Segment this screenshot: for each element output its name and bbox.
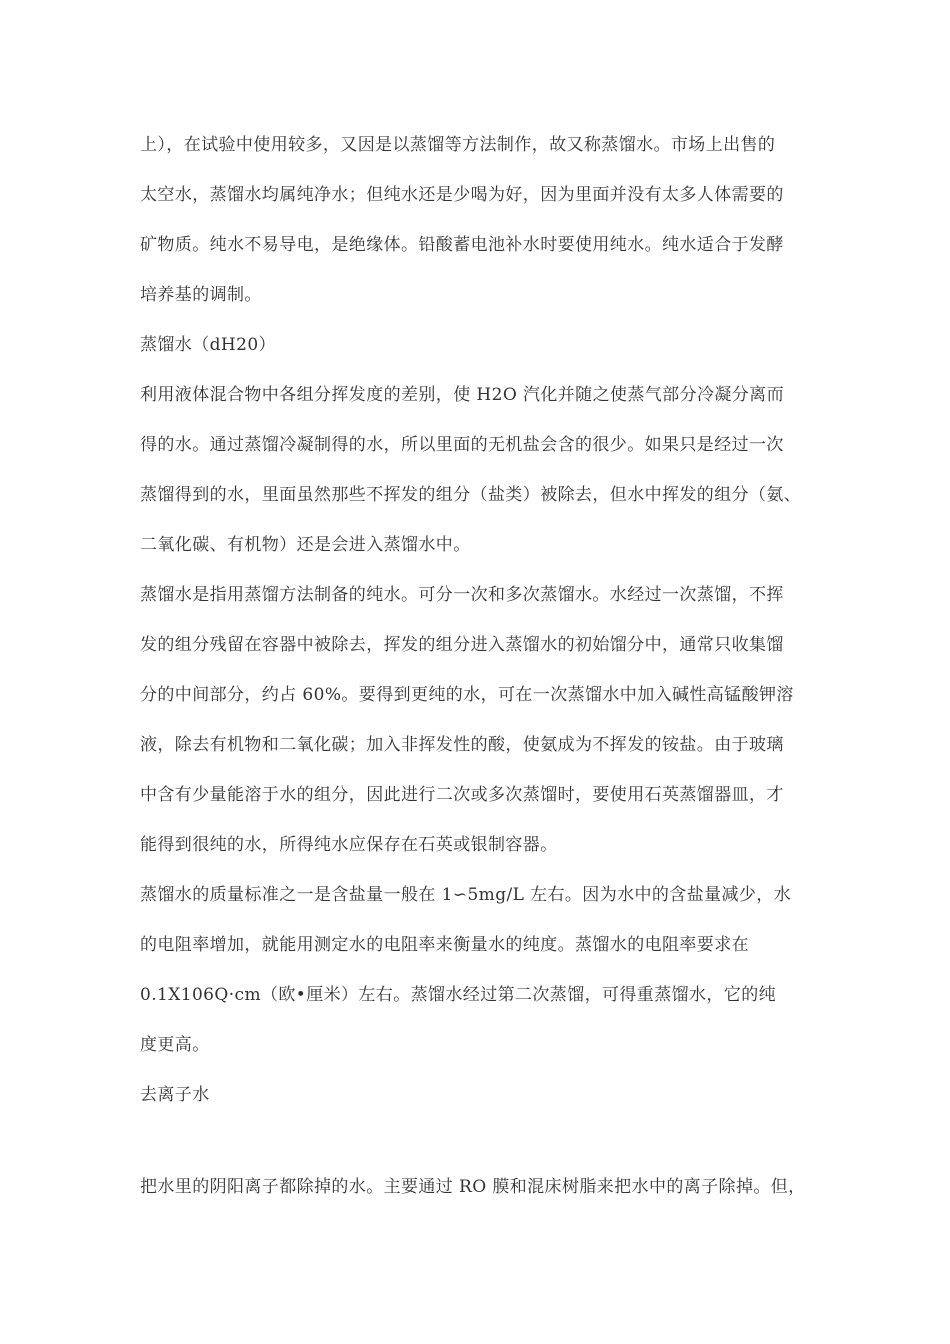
paragraph-line: 培养基的调制。 <box>140 285 262 305</box>
paragraph-line: 把水里的阴阳离子都除掉的水。主要通过 RO 膜和混床树脂来把水中的离子除掉。但， <box>140 1177 806 1197</box>
paragraph-line: 分的中间部分，约占 60%。要得到更纯的水，可在一次蒸馏水中加入碱性高锰酸钾溶 <box>140 685 794 705</box>
section-heading: 蒸馏水（dH20） <box>140 335 276 355</box>
paragraph-line: 得的水。通过蒸馏冷凝制得的水，所以里面的无机盐会含的很少。如果只是经过一次 <box>140 435 784 455</box>
paragraph-line: 液，除去有机物和二氧化碳；加入非挥发性的酸，使氨成为不挥发的铵盐。由于玻璃 <box>140 735 784 755</box>
paragraph-line: 蒸馏水是指用蒸馏方法制备的纯水。可分一次和多次蒸馏水。水经过一次蒸馏，不挥 <box>140 585 784 605</box>
paragraph-line: 太空水，蒸馏水均属纯净水；但纯水还是少喝为好，因为里面并没有太多人体需要的 <box>140 185 784 205</box>
paragraph-line: 能得到很纯的水，所得纯水应保存在石英或银制容器。 <box>140 835 558 855</box>
paragraph-line: 0.1X106Q·cm（欧•厘米）左右。蒸馏水经过第二次蒸馏，可得重蒸馏水，它的纯 <box>140 985 776 1005</box>
paragraph-line: 的电阻率增加，就能用测定水的电阻率来衡量水的纯度。蒸馏水的电阻率要求在 <box>140 935 749 955</box>
paragraph-line: 度更高。 <box>140 1035 210 1055</box>
paragraph-line: 利用液体混合物中各组分挥发度的差别，使 H2O 汽化并随之使蒸气部分冷凝分离而 <box>140 385 784 405</box>
paragraph-line: 二氧化碳、有机物）还是会进入蒸馏水中。 <box>140 535 471 555</box>
paragraph-line: 中含有少量能溶于水的组分，因此进行二次或多次蒸馏时，要使用石英蒸馏器皿，才 <box>140 785 784 805</box>
paragraph-line: 蒸馏得到的水，里面虽然那些不挥发的组分（盐类）被除去，但水中挥发的组分（氨、 <box>140 485 802 505</box>
paragraph-line: 矿物质。纯水不易导电，是绝缘体。铅酸蓄电池补水时要使用纯水。纯水适合于发酵 <box>140 235 784 255</box>
paragraph-line: 发的组分残留在容器中被除去，挥发的组分进入蒸馏水的初始馏分中，通常只收集馏 <box>140 635 784 655</box>
section-heading: 去离子水 <box>140 1085 210 1105</box>
paragraph-line: 上），在试验中使用较多，又因是以蒸馏等方法制作，故又称蒸馏水。市场上出售的 <box>140 135 776 155</box>
paragraph-line: 蒸馏水的质量标准之一是含盐量一般在 1∽5mg/L 左右。因为水中的含盐量减少，水 <box>140 885 792 905</box>
